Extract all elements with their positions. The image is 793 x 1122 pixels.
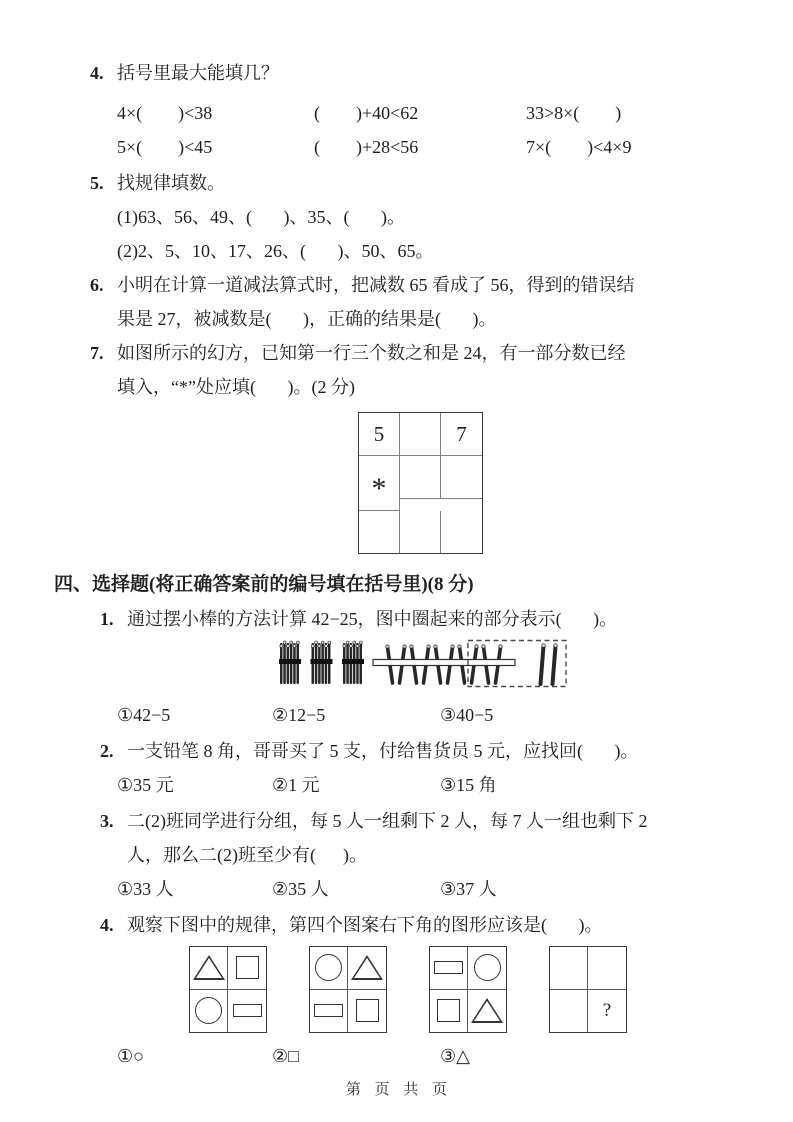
pattern-text: ? <box>602 1000 612 1022</box>
pattern-shape <box>193 955 225 980</box>
section-heading: 四、选择题(将正确答案前的编号填在括号里)(8 分) <box>54 574 474 595</box>
magic-square <box>358 412 483 554</box>
pattern-cell <box>348 990 386 1033</box>
option-1: ①35 元 <box>117 775 174 795</box>
option-3: ③40−5 <box>440 705 494 725</box>
pattern-cell <box>310 947 348 990</box>
magic-square-cell <box>400 413 441 456</box>
question-number: 4. <box>100 915 114 935</box>
pattern-cell <box>468 947 506 990</box>
option-1: ①○ <box>117 1046 145 1066</box>
question-number: 1. <box>100 609 114 629</box>
pattern-shape <box>356 999 379 1022</box>
equation: 5×( )<45 <box>117 137 213 157</box>
pattern-shape <box>474 954 501 981</box>
pattern-cell <box>228 947 266 990</box>
choice-question-1 <box>100 602 738 732</box>
pattern-cell <box>348 947 386 990</box>
pattern-grid-4 <box>549 946 627 1033</box>
equation: 33>8×( ) <box>526 103 622 123</box>
sequence-item-1: (1)63、56、49、( )、35、( )。 <box>117 207 405 227</box>
question-text: 括号里最大能填几？ <box>117 63 279 83</box>
pattern-cell <box>588 990 626 1033</box>
pattern-grid-2 <box>309 946 387 1033</box>
question-text: 小明在计算一道减法算式时，把减数 65 看成了 56，得到的错误结 <box>117 275 635 295</box>
equation-row <box>117 130 738 164</box>
question-text: 人，那么二(2)班至少有( )。 <box>127 845 367 865</box>
pattern-cell <box>550 990 588 1033</box>
equation: ( )+40<62 <box>314 103 419 123</box>
equation-row <box>117 96 738 130</box>
question-number: 7. <box>90 343 104 363</box>
option-2: ②12−5 <box>272 705 326 725</box>
pattern-cell <box>430 947 468 990</box>
fill-question-6 <box>90 268 738 336</box>
pattern-cell <box>310 990 348 1033</box>
sticks-figure <box>270 638 738 696</box>
fill-question-4 <box>90 56 738 164</box>
option-3: ③15 角 <box>440 775 497 795</box>
pattern-shape <box>233 1004 262 1017</box>
option-3: ③△ <box>440 1046 470 1066</box>
choice-question-3 <box>100 804 738 906</box>
pattern-grid-1 <box>189 946 267 1033</box>
equation: ( )+28<56 <box>314 137 419 157</box>
option-2: ②35 人 <box>272 879 329 899</box>
magic-square-cell: * <box>359 456 400 511</box>
magic-square-cell: 5 <box>359 413 400 456</box>
question-text: 二(2)班同学进行分组，每 5 人一组剩下 2 人，每 7 人一组也剩下 2 <box>127 811 648 831</box>
pattern-shape <box>314 1004 343 1017</box>
pattern-shape <box>351 955 383 980</box>
fill-question-7 <box>90 336 738 554</box>
pattern-shape <box>471 998 503 1023</box>
magic-square-cell <box>400 511 441 553</box>
pattern-cell <box>190 990 228 1033</box>
equation: 7×( )<4×9 <box>526 137 632 157</box>
magic-square-cell <box>400 456 441 499</box>
page-footer: 第 页 共 页 <box>345 1082 448 1098</box>
magic-square-cell <box>441 511 482 553</box>
pattern-shape <box>315 954 342 981</box>
pattern-cell <box>430 990 468 1033</box>
pattern-cell <box>228 990 266 1033</box>
pattern-cell <box>190 947 228 990</box>
magic-square-cell <box>441 456 482 499</box>
choice-question-4 <box>100 908 738 1073</box>
pattern-shape <box>195 997 222 1024</box>
pattern-grid-3 <box>429 946 507 1033</box>
pattern-shape <box>434 961 463 974</box>
sequence-item-2: (2)2、5、10、17、26、( )、50、65。 <box>117 241 434 261</box>
options-row <box>117 1039 738 1073</box>
question-number: 3. <box>100 811 114 831</box>
magic-square-cell: 7 <box>441 413 482 456</box>
question-text: 一支铅笔 8 角，哥哥买了 5 支，付给售货员 5 元，应找回( )。 <box>127 741 639 761</box>
question-number: 5. <box>90 173 104 193</box>
pattern-shape <box>437 999 460 1022</box>
pattern-grids <box>189 946 738 1033</box>
magic-square-cell <box>359 511 400 553</box>
pattern-shape <box>236 956 259 979</box>
options-row <box>117 872 738 906</box>
question-text: 填入，“*”处应填( )。(2 分) <box>117 377 355 397</box>
option-1: ①42−5 <box>117 705 171 725</box>
sticks-figure-svg <box>270 638 570 696</box>
options-row <box>117 768 738 802</box>
option-2: ②1 元 <box>272 775 320 795</box>
question-text: 果是 27，被减数是( )，正确的结果是( )。 <box>117 309 497 329</box>
question-text: 如图所示的幻方，已知第一行三个数之和是 24，有一部分数已经 <box>117 343 626 363</box>
question-text: 通过摆小棒的方法计算 42−25，图中圈起来的部分表示( )。 <box>127 609 618 629</box>
option-1: ①33 人 <box>117 879 174 899</box>
question-number: 2. <box>100 741 114 761</box>
fill-question-5 <box>90 166 738 268</box>
question-text: 找规律填数。 <box>117 173 225 193</box>
pattern-cell <box>468 990 506 1033</box>
pattern-cell <box>550 947 588 990</box>
pattern-cell <box>588 947 626 990</box>
question-number: 6. <box>90 275 104 295</box>
option-3: ③37 人 <box>440 879 497 899</box>
equation: 4×( )<38 <box>117 103 213 123</box>
options-row <box>117 698 738 732</box>
question-text: 观察下图中的规律，第四个图案右下角的图形应该是( )。 <box>127 915 603 935</box>
option-2: ②□ <box>272 1046 300 1066</box>
choice-question-2 <box>100 734 738 802</box>
question-number: 4. <box>90 63 104 83</box>
